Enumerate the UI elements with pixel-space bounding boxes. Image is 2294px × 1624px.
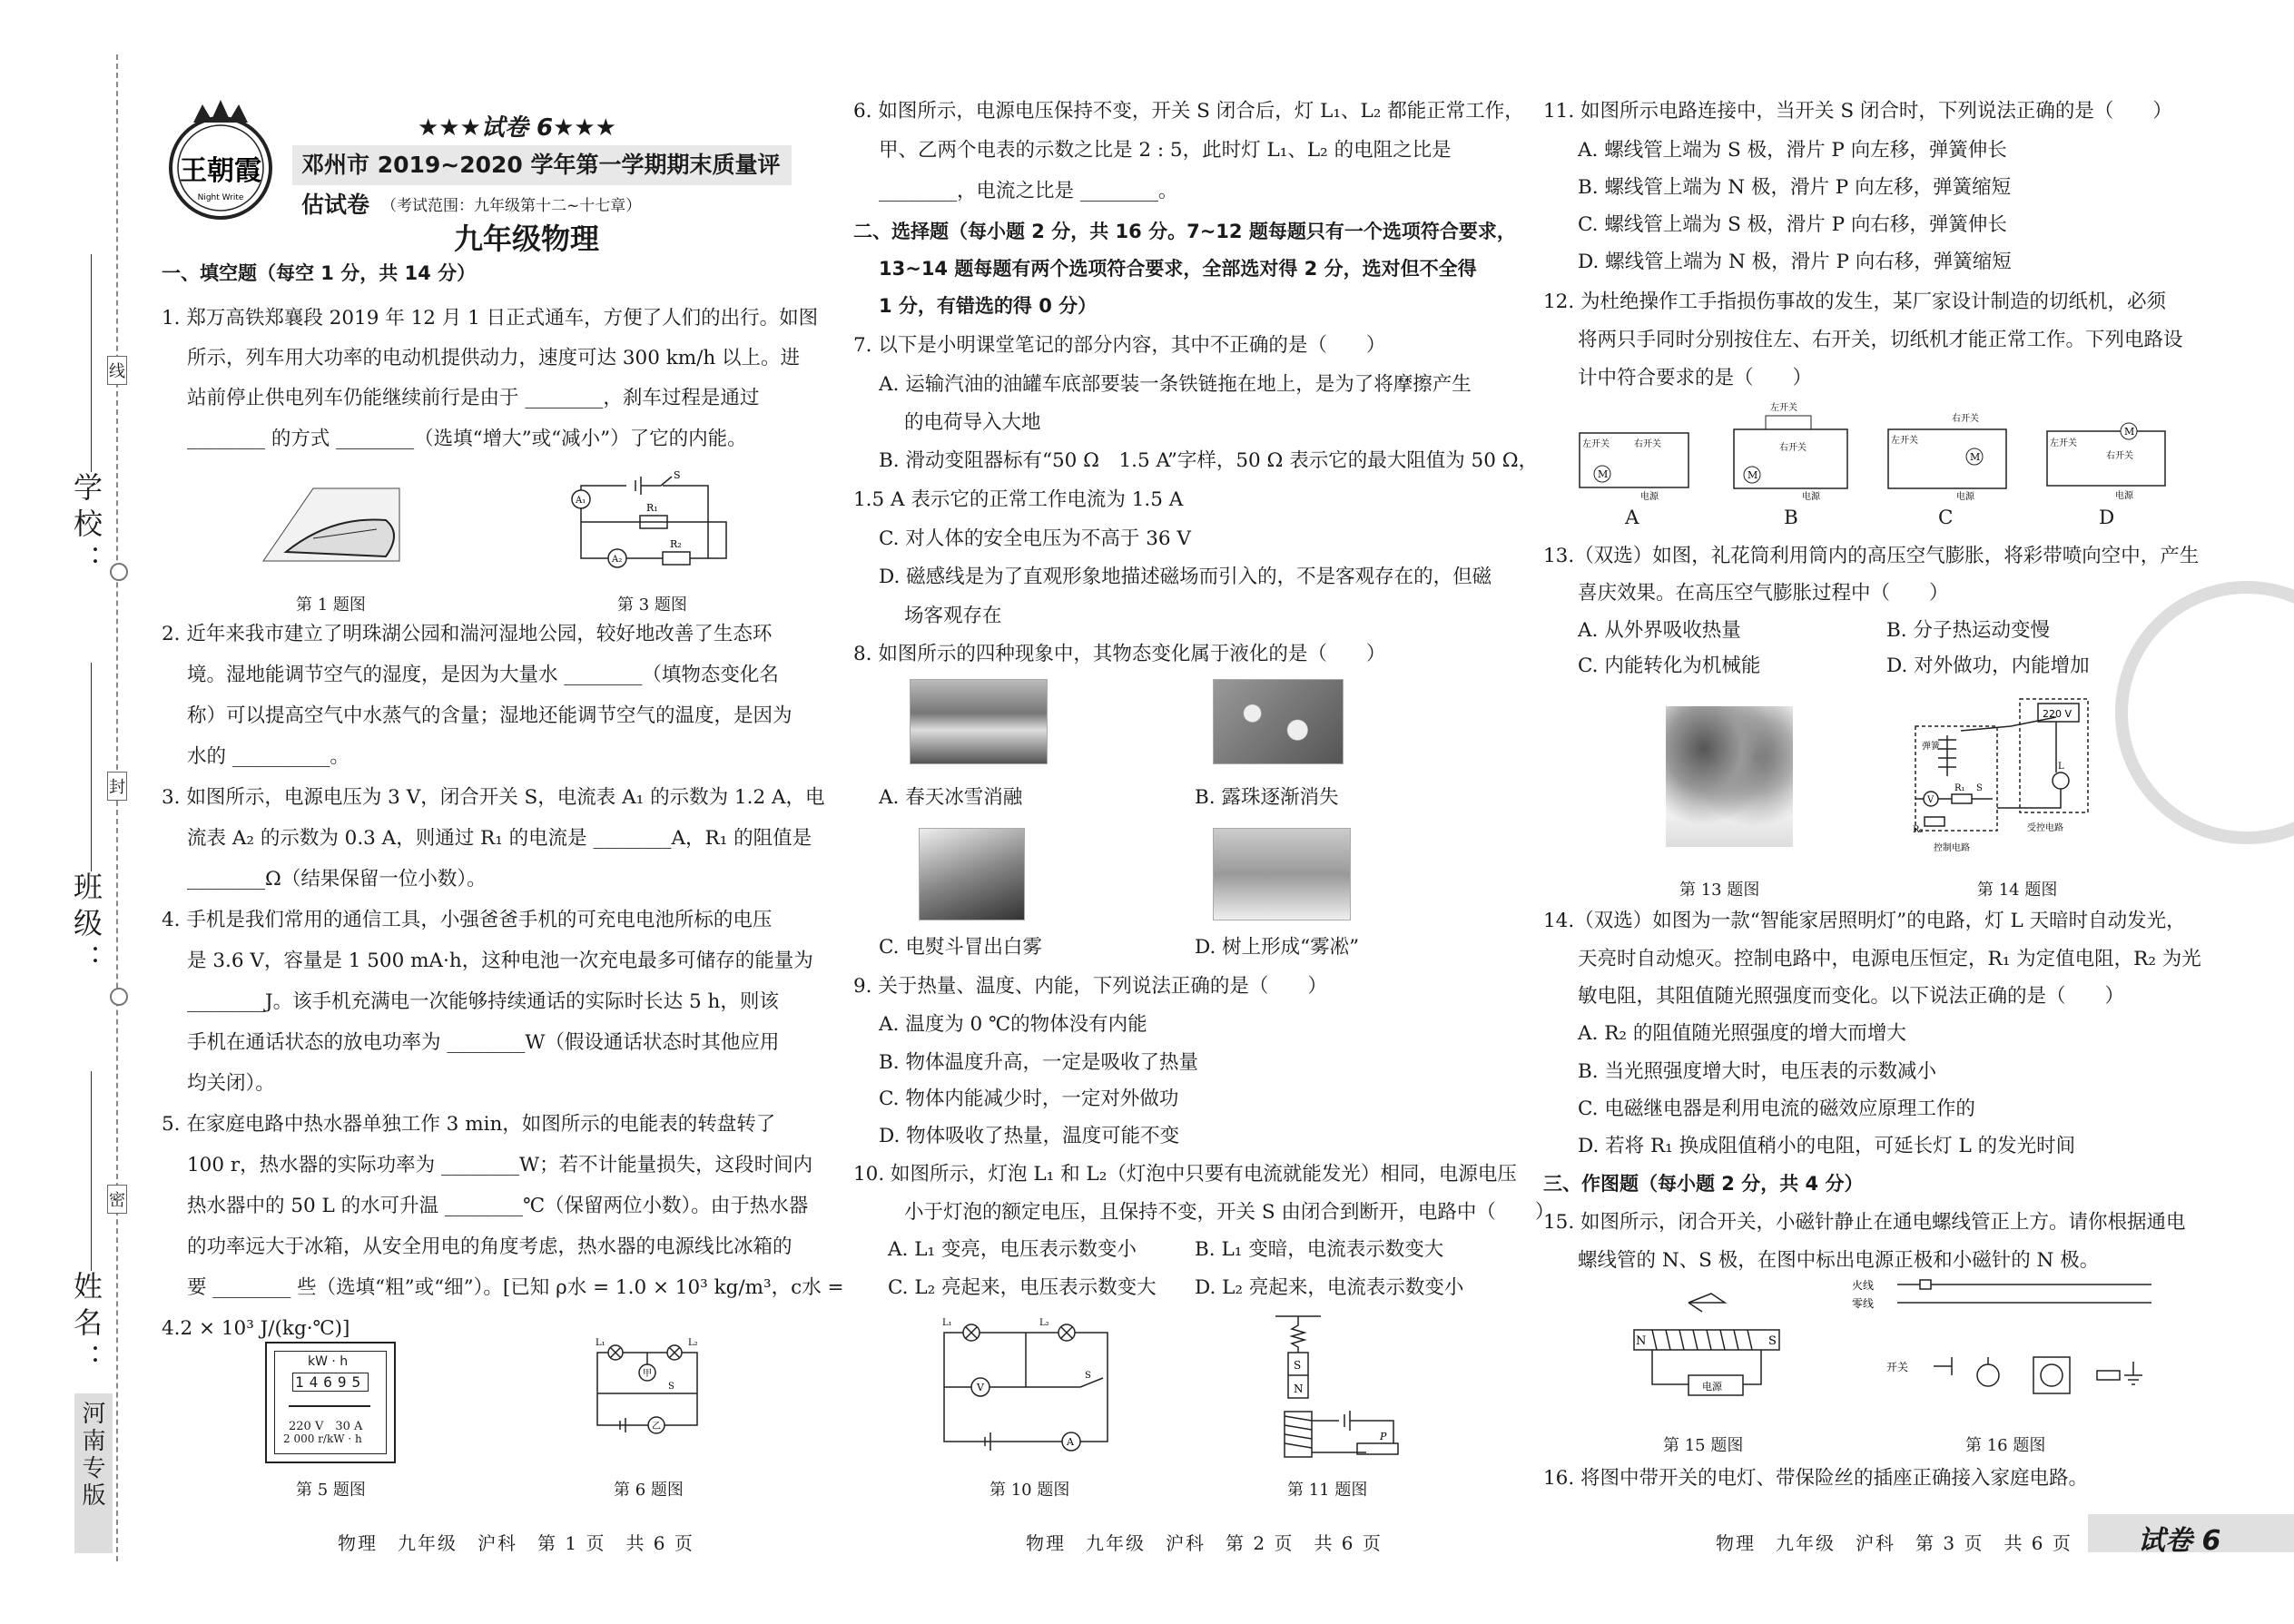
svg-text:M: M [1970, 451, 1981, 463]
col1-line: 1. 郑万高铁郑襄段 2019 年 12 月 1 日正式通车，方便了人们的出行。如图 [162, 307, 819, 330]
col2-line: 1 分，有错选的得 0 分） [879, 295, 1098, 317]
svg-text:L₁: L₁ [596, 1338, 605, 1348]
col2-line: 10. 如图所示，灯泡 L₁ 和 L₂（灯泡中只要有电流就能发光）相同，电源电压 [853, 1163, 1517, 1186]
col2-line: A. 温度为 0 ℃的物体没有内能 [879, 1013, 1147, 1036]
q10-option-c: C. L₂ 亮起来，电压表示数变大 [888, 1276, 1157, 1299]
col1-line: 的功率远大于冰箱，从安全用电的角度考虑，热水器的电源线比冰箱的 [187, 1235, 793, 1258]
col2-line: C. 物体内能减少时，一定对外做功 [879, 1088, 1179, 1110]
figure-11-solenoid [1248, 1307, 1412, 1466]
region-badge: 河南专版 [74, 1393, 113, 1553]
brand-name: 王朝霞 [180, 155, 261, 187]
col3c-line: B. 当光照强度增大时，电压表的示数减小 [1578, 1060, 1936, 1083]
svg-text:V: V [977, 1382, 984, 1393]
caption-fig10: 第 10 题图 [989, 1481, 1070, 1500]
q13-option-d: D. 对外做功，内能增加 [1886, 655, 2090, 677]
col2-line: 9. 关于热量、温度、内能，下列说法正确的是（ ） [853, 975, 1327, 998]
col3c-line: 14.（双选）如图为一款“智能家居照明灯”的电路，灯 L 天暗时自动发光， [1543, 910, 2186, 932]
col1-line: 4.2 × 10³ J/(kg·℃)] [162, 1317, 350, 1340]
svg-text:M: M [1748, 469, 1758, 481]
col2-line: C. 对人体的安全电压为不高于 36 V [879, 527, 1191, 550]
q13-option-b: B. 分子热运动变慢 [1886, 619, 2050, 642]
figure-1-train [259, 470, 404, 575]
svg-text:A₁: A₁ [576, 496, 586, 506]
col2-line: 小于灯泡的额定电压，且保持不变，开关 S 由闭合到断开，电路中（ ） [904, 1201, 1555, 1224]
svg-text:L: L [2058, 762, 2064, 772]
col3-line: 计中符合要求的是（ ） [1578, 367, 1813, 389]
col3c-line: 15. 如图所示，闭合开关，小磁针静止在通电螺线管正上方。请你根据通电 [1543, 1211, 2186, 1234]
col1-line: 3. 如图所示，电源电压为 3 V，闭合开关 S，电流表 A₁ 的示数为 1.2 A，电 [162, 786, 825, 809]
col1-line: 一、填空题（每空 1 分，共 14 分） [162, 262, 477, 284]
photo-iron-steam [919, 828, 1025, 920]
seal-line: 线 [107, 356, 127, 385]
brand-logo [153, 100, 289, 227]
q10-option-b: B. L₁ 变暗，电流表示数变大 [1195, 1238, 1444, 1261]
col1-line: 是 3.6 V，容量是 1 500 mA·h，这种电池一次充电最多可储存的能量为 [187, 950, 813, 972]
subject-title: 九年级物理 [454, 221, 600, 256]
photo-rime-trees [1213, 828, 1351, 920]
col1-line: 境。湿地能调节空气的湿度，是因为大量水 ________（填物态变化名 [187, 664, 779, 686]
svg-text:左开关: 左开关 [1891, 436, 1918, 446]
svg-text:R₂: R₂ [670, 538, 682, 550]
svg-text:R₁: R₁ [646, 502, 658, 514]
svg-text:L₁: L₁ [942, 1318, 952, 1328]
svg-text:乙: 乙 [652, 1422, 661, 1432]
col3-line: C. 螺线管上端为 S 极，滑片 P 向右移，弹簧伸长 [1578, 213, 2007, 236]
svg-text:A: A [1067, 1436, 1074, 1448]
svg-text:L₂: L₂ [688, 1338, 698, 1348]
caption-fig11: 第 11 题图 [1287, 1481, 1368, 1500]
figure-3-circuit [563, 468, 735, 576]
name-label: 姓名： [69, 1271, 103, 1380]
footer-page-3: 物理 九年级 沪科 第 3 页 共 6 页 [1716, 1532, 2072, 1554]
question-16: 16. 将图中带开关的电灯、带保险丝的插座正确接入家庭电路。 [1543, 1467, 2089, 1490]
meter-rating: 220 V 30 A [289, 1420, 363, 1433]
caption-fig15: 第 15 题图 [1663, 1436, 1744, 1455]
col3c-line: 敏电阻，其阻值随光照强度而变化。以下说法正确的是（ ） [1578, 985, 2125, 1008]
col1-line: 站前停止供电列车仍能继续前行是由于 ________，刹车过程是通过 [187, 387, 760, 409]
seal-seal: 封 [107, 772, 127, 801]
caption-fig3: 第 3 题图 [617, 595, 687, 615]
caption-fig1: 第 1 题图 [296, 595, 366, 615]
svg-text:零线: 零线 [1852, 1297, 1875, 1310]
col3c-line: C. 电磁继电器是利用电流的磁效应原理工作的 [1578, 1097, 1975, 1120]
svg-text:左开关: 左开关 [2050, 438, 2077, 448]
svg-text:右开关: 右开关 [2106, 451, 2133, 461]
svg-text:220 V: 220 V [2043, 708, 2072, 720]
col1-line: 流表 A₂ 的示数为 0.3 A，则通过 R₁ 的电流是 ________A，R₁ 的阻值是 [187, 827, 812, 850]
col3c-line: D. 若将 R₁ 换成阻值稍小的电阻，可延长灯 L 的发光时间 [1578, 1135, 2076, 1157]
col3-line: 11. 如图所示电路连接中，当开关 S 闭合时，下列说法正确的是（ ） [1543, 100, 2172, 123]
col1-line: 4. 手机是我们常用的通信工具，小强爸爸手机的可充电电池所标的电压 [162, 909, 773, 931]
svg-text:开关: 开关 [1886, 1361, 1909, 1373]
q8-option-c: C. 电熨斗冒出白雾 [879, 936, 1042, 959]
col1-line: 热水器中的 50 L 的水可升温 ________℃（保留两位小数）。由于热水器 [187, 1195, 809, 1217]
svg-text:S: S [1768, 1334, 1777, 1348]
meter-rev: 2 000 r/kW · h [283, 1432, 362, 1445]
q10-option-a: A. L₁ 变亮，电压表示数变小 [888, 1238, 1137, 1261]
footer-page-2: 物理 九年级 沪科 第 2 页 共 6 页 [1026, 1532, 1383, 1554]
q12-label-a: A [1625, 507, 1639, 529]
col3b-line: 13.（双选）如图，礼花筒利用筒内的高压空气膨胀，将彩带喷向空中，产生 [1543, 545, 2200, 567]
svg-text:电源: 电源 [1956, 492, 1974, 502]
caption-fig6: 第 6 题图 [614, 1481, 684, 1500]
exam-scope: （考试范围：九年级第十二~十七章） [381, 197, 642, 215]
svg-text:N: N [1294, 1383, 1304, 1395]
col3c-line: 三、作图题（每小题 2 分，共 4 分） [1543, 1173, 1864, 1195]
col1-line: 5. 在家庭电路中热水器单独工作 3 min，如图所示的电能表的转盘转了 [162, 1113, 776, 1136]
class-label: 班级： [69, 871, 103, 980]
col2-line: 二、选择题（每小题 2 分，共 16 分。7~12 题每题只有一个选项符合要求， [853, 221, 1516, 242]
figure-6-circuit [588, 1334, 706, 1452]
col1-line: 手机在通话状态的放电功率为 ________W（假设通话状态时其他应用 [187, 1031, 780, 1054]
col1-line: ________J。该手机充满电一次能够持续通话的实际时长达 5 h，则该 [187, 990, 779, 1013]
svg-text:左开关: 左开关 [1770, 403, 1797, 413]
q12-label-d: D [2099, 507, 2115, 529]
q10-option-d: D. L₂ 亮起来，电流表示数变小 [1195, 1276, 1464, 1299]
caption-fig5: 第 5 题图 [296, 1481, 366, 1500]
svg-text:M: M [2124, 426, 2135, 438]
col1-line: 2. 近年来我市建立了明珠湖公园和湍河湿地公园，较好地改善了生态环 [162, 623, 773, 645]
col2-line: 的电荷导入大地 [904, 411, 1041, 434]
col2-line: B. 滑动变阻器标有“50 Ω 1.5 A”字样，50 Ω 表示它的最大阻值为 50 Ω， [879, 449, 1539, 472]
col3-line: 将两只手同时分别按住左、右开关，切纸机才能正常工作。下列电路设 [1578, 329, 2183, 351]
q13-option-c: C. 内能转化为机械能 [1578, 655, 1761, 677]
exam-badge: ★★★试卷 6★★★ [418, 114, 616, 142]
svg-text:左开关: 左开关 [1582, 439, 1610, 449]
col2-line: ________，电流之比是 ________。 [879, 180, 1178, 202]
q12-label-b: B [1784, 507, 1798, 529]
q8-option-a: A. 春天冰雪消融 [879, 786, 1023, 809]
q12-circuit-a [1575, 419, 1693, 501]
svg-text:N: N [1636, 1334, 1647, 1348]
col1-line: 要 ________ 些（选填“粗”或“细”）。[已知 ρ水 = 1.0 × 10³ kg/m³，c水 = [187, 1276, 844, 1299]
col3b-line: 喜庆效果。在高压空气膨胀过程中（ ） [1578, 582, 1949, 605]
col3-line: 12. 为杜绝操作工手指损伤事故的发生，某厂家设计制造的切纸机，必须 [1543, 290, 2167, 313]
col2-line: 6. 如图所示，电源电压保持不变，开关 S 闭合后，灯 L₁、L₂ 都能正常工作， [853, 100, 1524, 123]
svg-text:甲: 甲 [643, 1369, 652, 1379]
col3-line: B. 螺线管上端为 N 极，滑片 P 向左移，弹簧缩短 [1578, 176, 2012, 199]
q13-option-a: A. 从外界吸收热量 [1578, 619, 1741, 642]
q8-option-b: B. 露珠逐渐消失 [1195, 786, 1339, 809]
svg-text:L₂: L₂ [1039, 1318, 1049, 1328]
col1-line: 100 r，热水器的实际功率为 ________W；若不计能量损失，这段时间内 [187, 1154, 813, 1176]
svg-text:电源: 电源 [2115, 491, 2133, 501]
svg-text:A₂: A₂ [612, 555, 623, 565]
svg-text:R₂: R₂ [1913, 825, 1924, 835]
col2-line: B. 物体温度升高，一定是吸收了热量 [879, 1051, 1198, 1074]
col1-line: ________ 的方式 ________（选填“增大”或“减小”）了它的内能。 [187, 428, 747, 450]
caption-fig13: 第 13 题图 [1679, 881, 1760, 900]
q12-circuit-c [1884, 407, 2011, 502]
exam-title: 邓州市 2019~2020 学年第一学期期末质量评估试卷 [292, 145, 792, 185]
svg-text:S: S [674, 469, 681, 481]
caption-fig16: 第 16 题图 [1965, 1436, 2046, 1455]
meter-digits: 14695 [292, 1373, 369, 1392]
photo-dew-drops [1213, 679, 1344, 764]
svg-text:电源: 电源 [1640, 492, 1659, 501]
svg-text:电源: 电源 [1802, 492, 1820, 502]
caption-fig14: 第 14 题图 [1977, 881, 2058, 900]
photo-ice-melting [910, 679, 1048, 764]
figure-10-circuit [935, 1314, 1117, 1460]
col1-line: 均关闭）。 [187, 1072, 275, 1095]
q8-option-d: D. 树上形成“雾凇” [1195, 936, 1360, 959]
svg-text:右开关: 右开关 [1779, 443, 1807, 453]
svg-text:M: M [1598, 468, 1609, 480]
school-label: 学校： [69, 472, 103, 581]
col3c-line: A. R₂ 的阻值随光照强度的增大而增大 [1578, 1022, 1906, 1045]
svg-text:弹簧: 弹簧 [1922, 742, 1940, 752]
col2-line: 场客观存在 [904, 605, 1002, 627]
footer-page-1: 物理 九年级 沪科 第 1 页 共 6 页 [338, 1532, 694, 1554]
col2-line: 8. 如图所示的四种现象中，其物态变化属于液化的是（ ） [853, 643, 1386, 665]
col2-line: 13~14 题每题有两个选项符合要求，全部选对得 2 分，选对但不全得 [879, 258, 1477, 280]
svg-text:受控电路: 受控电路 [2027, 823, 2063, 833]
q12-label-c: C [1938, 507, 1954, 529]
figure-15-solenoid [1625, 1284, 1788, 1403]
col2-line: 1.5 A 表示它的正常工作电流为 1.5 A [853, 488, 1184, 511]
col2-line: D. 磁感线是为了直观形象地描述磁场而引入的，不是客观存在的，但磁 [879, 566, 1492, 588]
col2-line: A. 运输汽油的油罐车底部要装一条铁链拖在地上，是为了将摩擦产生 [879, 373, 1472, 396]
q12-circuit-d [2043, 413, 2170, 504]
svg-text:控制电路: 控制电路 [1934, 843, 1970, 853]
svg-text:S: S [668, 1382, 674, 1392]
brand-english: Night Write [197, 193, 244, 202]
col3-line: A. 螺线管上端为 S 极，滑片 P 向左移，弹簧伸长 [1578, 139, 2007, 162]
svg-text:火线: 火线 [1852, 1279, 1875, 1292]
col3-line: D. 螺线管上端为 N 极，滑片 P 向右移，弹簧缩短 [1578, 251, 2012, 273]
watermark-seal [2115, 581, 2294, 844]
svg-text:R₁: R₁ [1954, 783, 1965, 793]
svg-text:右开关: 右开关 [1952, 414, 1979, 424]
col3c-line: 螺线管的 N、S 极，在图中标出电源正极和小磁针的 N 极。 [1578, 1249, 2100, 1272]
figure-5-meter [265, 1342, 396, 1463]
svg-text:S: S [1085, 1371, 1091, 1381]
svg-text:右开关: 右开关 [1634, 439, 1661, 449]
col1-line: ________Ω（结果保留一位小数）。 [187, 868, 487, 891]
figure-14-relay [1911, 694, 2092, 858]
col2-line: 甲、乙两个电表的示数之比是 2 : 5，此时灯 L₁、L₂ 的电阻之比是 [879, 139, 1452, 162]
col2-line: D. 物体吸收了热量，温度可能不变 [879, 1125, 1180, 1147]
svg-text:S: S [1294, 1359, 1302, 1372]
figure-16-home-circuit [1852, 1271, 2161, 1412]
q12-circuit-b [1729, 398, 1852, 502]
svg-text:电源: 电源 [1702, 1381, 1722, 1393]
seal-secret: 密 [107, 1185, 127, 1214]
svg-text:V: V [1927, 795, 1935, 805]
meter-unit: kW · h [308, 1354, 349, 1369]
svg-text:P: P [1380, 1431, 1387, 1442]
col2-line: 7. 以下是小明课堂笔记的部分内容，其中不正确的是（ ） [853, 334, 1386, 357]
col1-line: 称）可以提高空气中水蒸气的含量；湿地还能调节空气的温度，是因为 [187, 704, 793, 727]
col1-line: 水的 __________。 [187, 745, 350, 768]
col3c-line: 天亮时自动熄灭。控制电路中，电源电压恒定，R₁ 为定值电阻，R₂ 为光 [1578, 948, 2201, 970]
corner-badge-text: 试卷 6 [2138, 1525, 2221, 1557]
photo-confetti-cannons [1666, 706, 1793, 847]
col1-line: 所示，列车用大功率的电动机提供动力，速度可达 300 km/h 以上。进 [187, 347, 801, 369]
svg-text:S: S [1976, 783, 1983, 793]
